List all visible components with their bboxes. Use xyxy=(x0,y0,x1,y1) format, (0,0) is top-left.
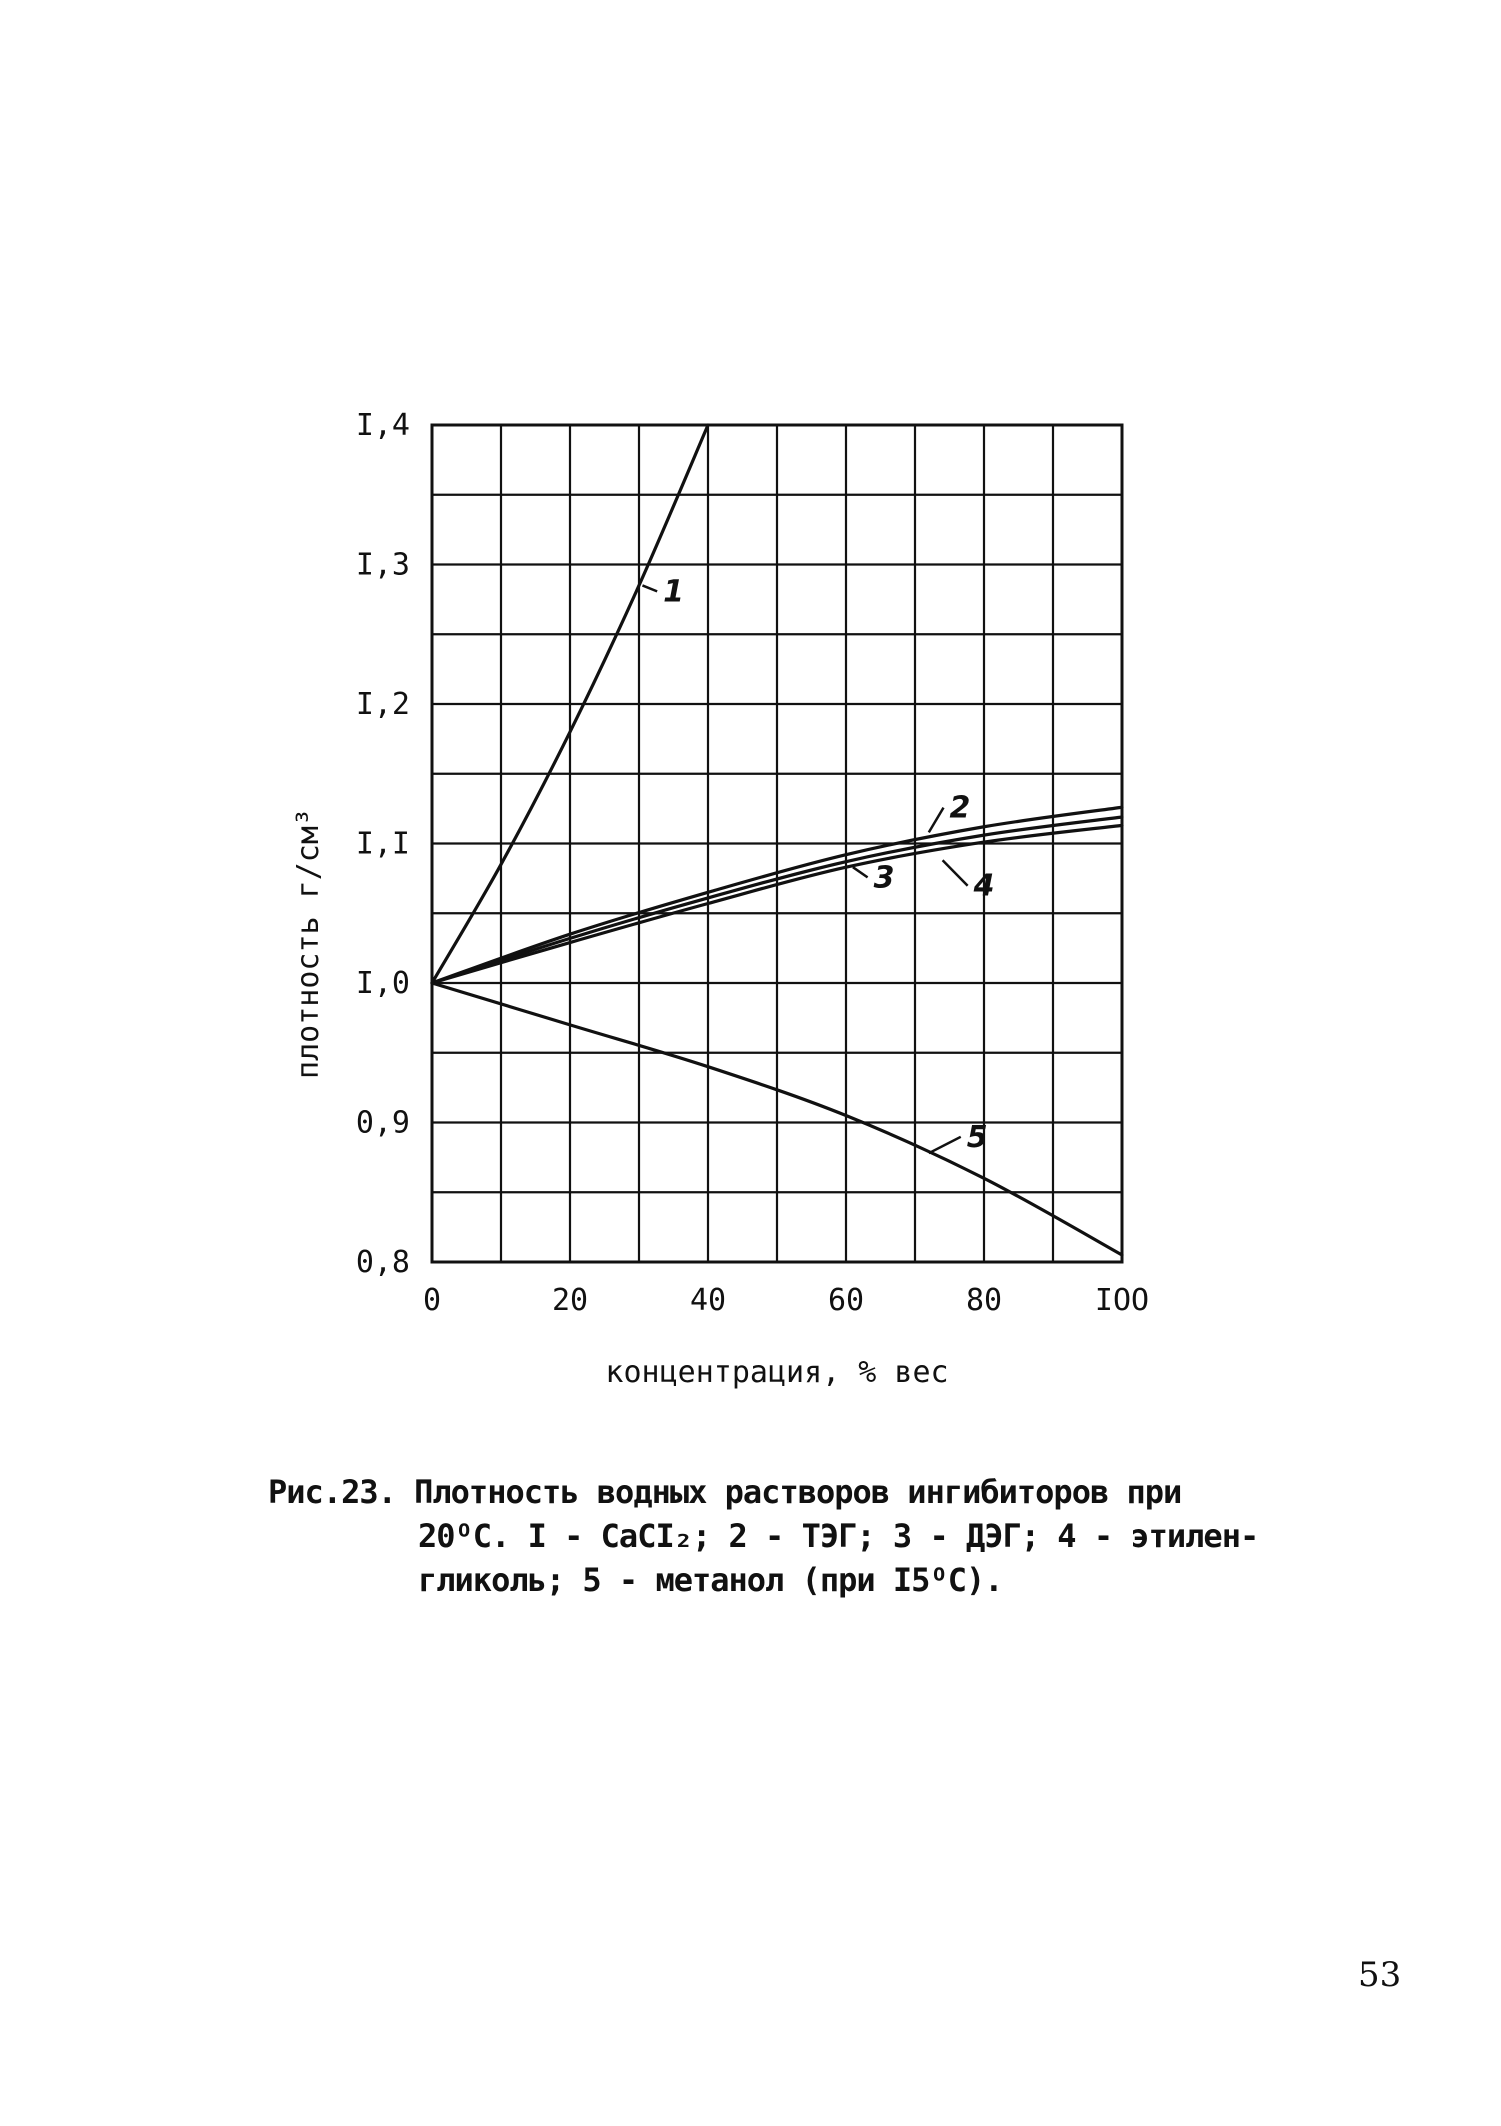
x-axis-title: концентрация, % вес xyxy=(605,1355,949,1390)
page-number: 53 xyxy=(1358,1955,1402,1995)
x-tick-label: 20 xyxy=(551,1283,589,1318)
curve-label-1: 1 xyxy=(663,574,685,610)
y-axis-title: плотность г/см³ xyxy=(291,808,326,1079)
caption-line-2: 20ᴼC. I - CaCI₂; 2 - ТЭГ; 3 - ДЭГ; 4 - этилен- xyxy=(418,1517,1259,1555)
leader-3 xyxy=(853,867,868,877)
x-tick-label: 80 xyxy=(965,1283,1003,1318)
y-tick-label: 0,8 xyxy=(355,1245,410,1280)
y-axis-ticks xyxy=(356,408,410,1280)
figure-caption xyxy=(268,1470,1408,1602)
leader-1 xyxy=(642,585,657,591)
y-tick-label: I,4 xyxy=(355,408,410,443)
curve-label-2: 2 xyxy=(949,790,971,826)
chart-grid xyxy=(432,425,1122,1262)
x-tick-label: IOO xyxy=(1094,1283,1150,1318)
y-tick-label: I,2 xyxy=(355,687,410,722)
x-tick-label: 60 xyxy=(827,1283,865,1318)
caption-line-1: Рис.23. Плотность водных растворов ингибиторов при xyxy=(268,1473,1182,1511)
curve-label-leaders xyxy=(642,585,967,1153)
x-tick-label: 0 xyxy=(422,1283,442,1318)
x-axis-ticks xyxy=(423,1283,1149,1318)
leader-4 xyxy=(943,860,968,885)
leader-2 xyxy=(929,808,944,833)
curve-label-4: 4 xyxy=(973,868,995,904)
y-tick-label: I,0 xyxy=(355,966,410,1001)
curve-label-5: 5 xyxy=(966,1119,988,1155)
caption-line-3: гликоль; 5 - метанол (при I5ᴼC). xyxy=(418,1561,1003,1599)
y-tick-label: I,I xyxy=(355,826,410,862)
y-tick-label: 0,9 xyxy=(355,1105,410,1141)
curve-label-3: 3 xyxy=(873,860,895,896)
y-tick-label: I,3 xyxy=(355,547,410,583)
x-tick-label: 40 xyxy=(689,1283,727,1318)
leader-5 xyxy=(929,1137,961,1153)
